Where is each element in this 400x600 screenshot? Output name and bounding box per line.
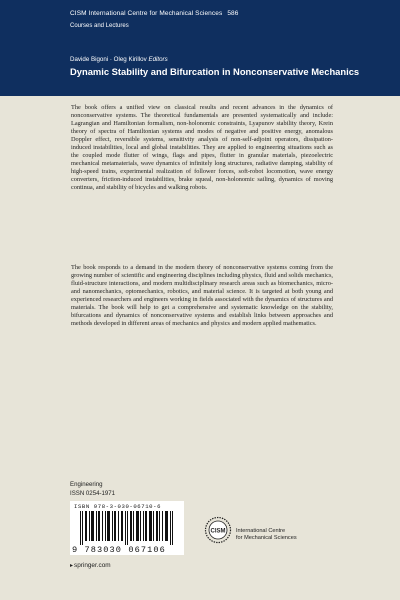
editors-line: [70, 56, 168, 64]
arrow-icon: ▸: [70, 563, 74, 569]
barcode-digits: 9 783030 067106: [72, 545, 166, 555]
institute-line-2: for Mechanical Sciences: [236, 535, 297, 541]
subject-label: Engineering: [70, 481, 103, 488]
cism-logo-text: CISM: [210, 528, 226, 535]
publisher-url: springer.com: [74, 562, 111, 569]
publisher-website[interactable]: [70, 562, 111, 569]
editors-role: Editors: [148, 56, 168, 63]
isbn-text: ISBN 978-3-030-06710-6: [74, 503, 162, 510]
isbn-barcode: [70, 501, 184, 555]
barcode-bars: [80, 511, 176, 545]
series-number: 586: [227, 10, 239, 17]
institute-line-1: International Centre: [236, 528, 286, 534]
book-title: Dynamic Stability and Bifurcation in Nonconservative Mechanics: [70, 66, 360, 77]
institute-name: [236, 528, 297, 542]
issn-label: ISSN 0254-1971: [70, 490, 116, 497]
cism-logo-icon: [204, 516, 232, 544]
description-paragraph-1: The book offers a unified view on classical results and recent advances in the dynamics of nonconservative systems. The theoretical fundamentals are presented systematically and include: Lagrangian and Hamiltonian formalism, non-holonomic constraints, Lyapunov stability theory, Krein theory of spectra of Hamiltonian systems and modes of negative and positive energy, anomalous Doppler effect, reversible systems, sensitivity analysis of non-self-adjoint operators, dissipation-induced instabilities, local and global instabilities. They are applied to engineering situations such as the coupled mode flutter of wings, flags and pipes, flutter in granular materials, piezoelectric mechanical metamaterials, wave dynamics of infinitely long structures, radiative damping, stability of high-speed trains, experimental realization of follower forces, soft-robot locomotion, wave energy converters, friction-induced instabilities, brake squeal, non-holonomic sailing, dynamics of moving continua, and stability of bicycles and walking robots.: [71, 104, 333, 192]
editors-names: Davide Bigoni · Oleg Kirillov: [70, 56, 147, 63]
description-paragraph-2: The book responds to a demand in the modern theory of nonconservative systems coming from the growing number of scientific and engineering disciplines including physics, fluid and solids mechanics, fluid-structure interactions, and modern multidisciplinary research areas such as biomechanics, micro- and nanomechanics, optomechanics, robotics, and material science. It is targeted at both young and experienced researchers and engineers working in fields associated with the dynamics of structures and materials. The book will help to get a comprehensive and systematic knowledge on the stability, bifurcations and dynamics of nonconservative systems and establish links between approaches and methods developed in different areas of mechanics and physics and modern applied mathematics.: [71, 264, 333, 328]
series-line: [70, 10, 238, 18]
subseries: Courses and Lectures: [70, 23, 129, 29]
cover-header: [0, 0, 400, 96]
series-title: CISM International Centre for Mechanical Sciences: [70, 10, 223, 17]
